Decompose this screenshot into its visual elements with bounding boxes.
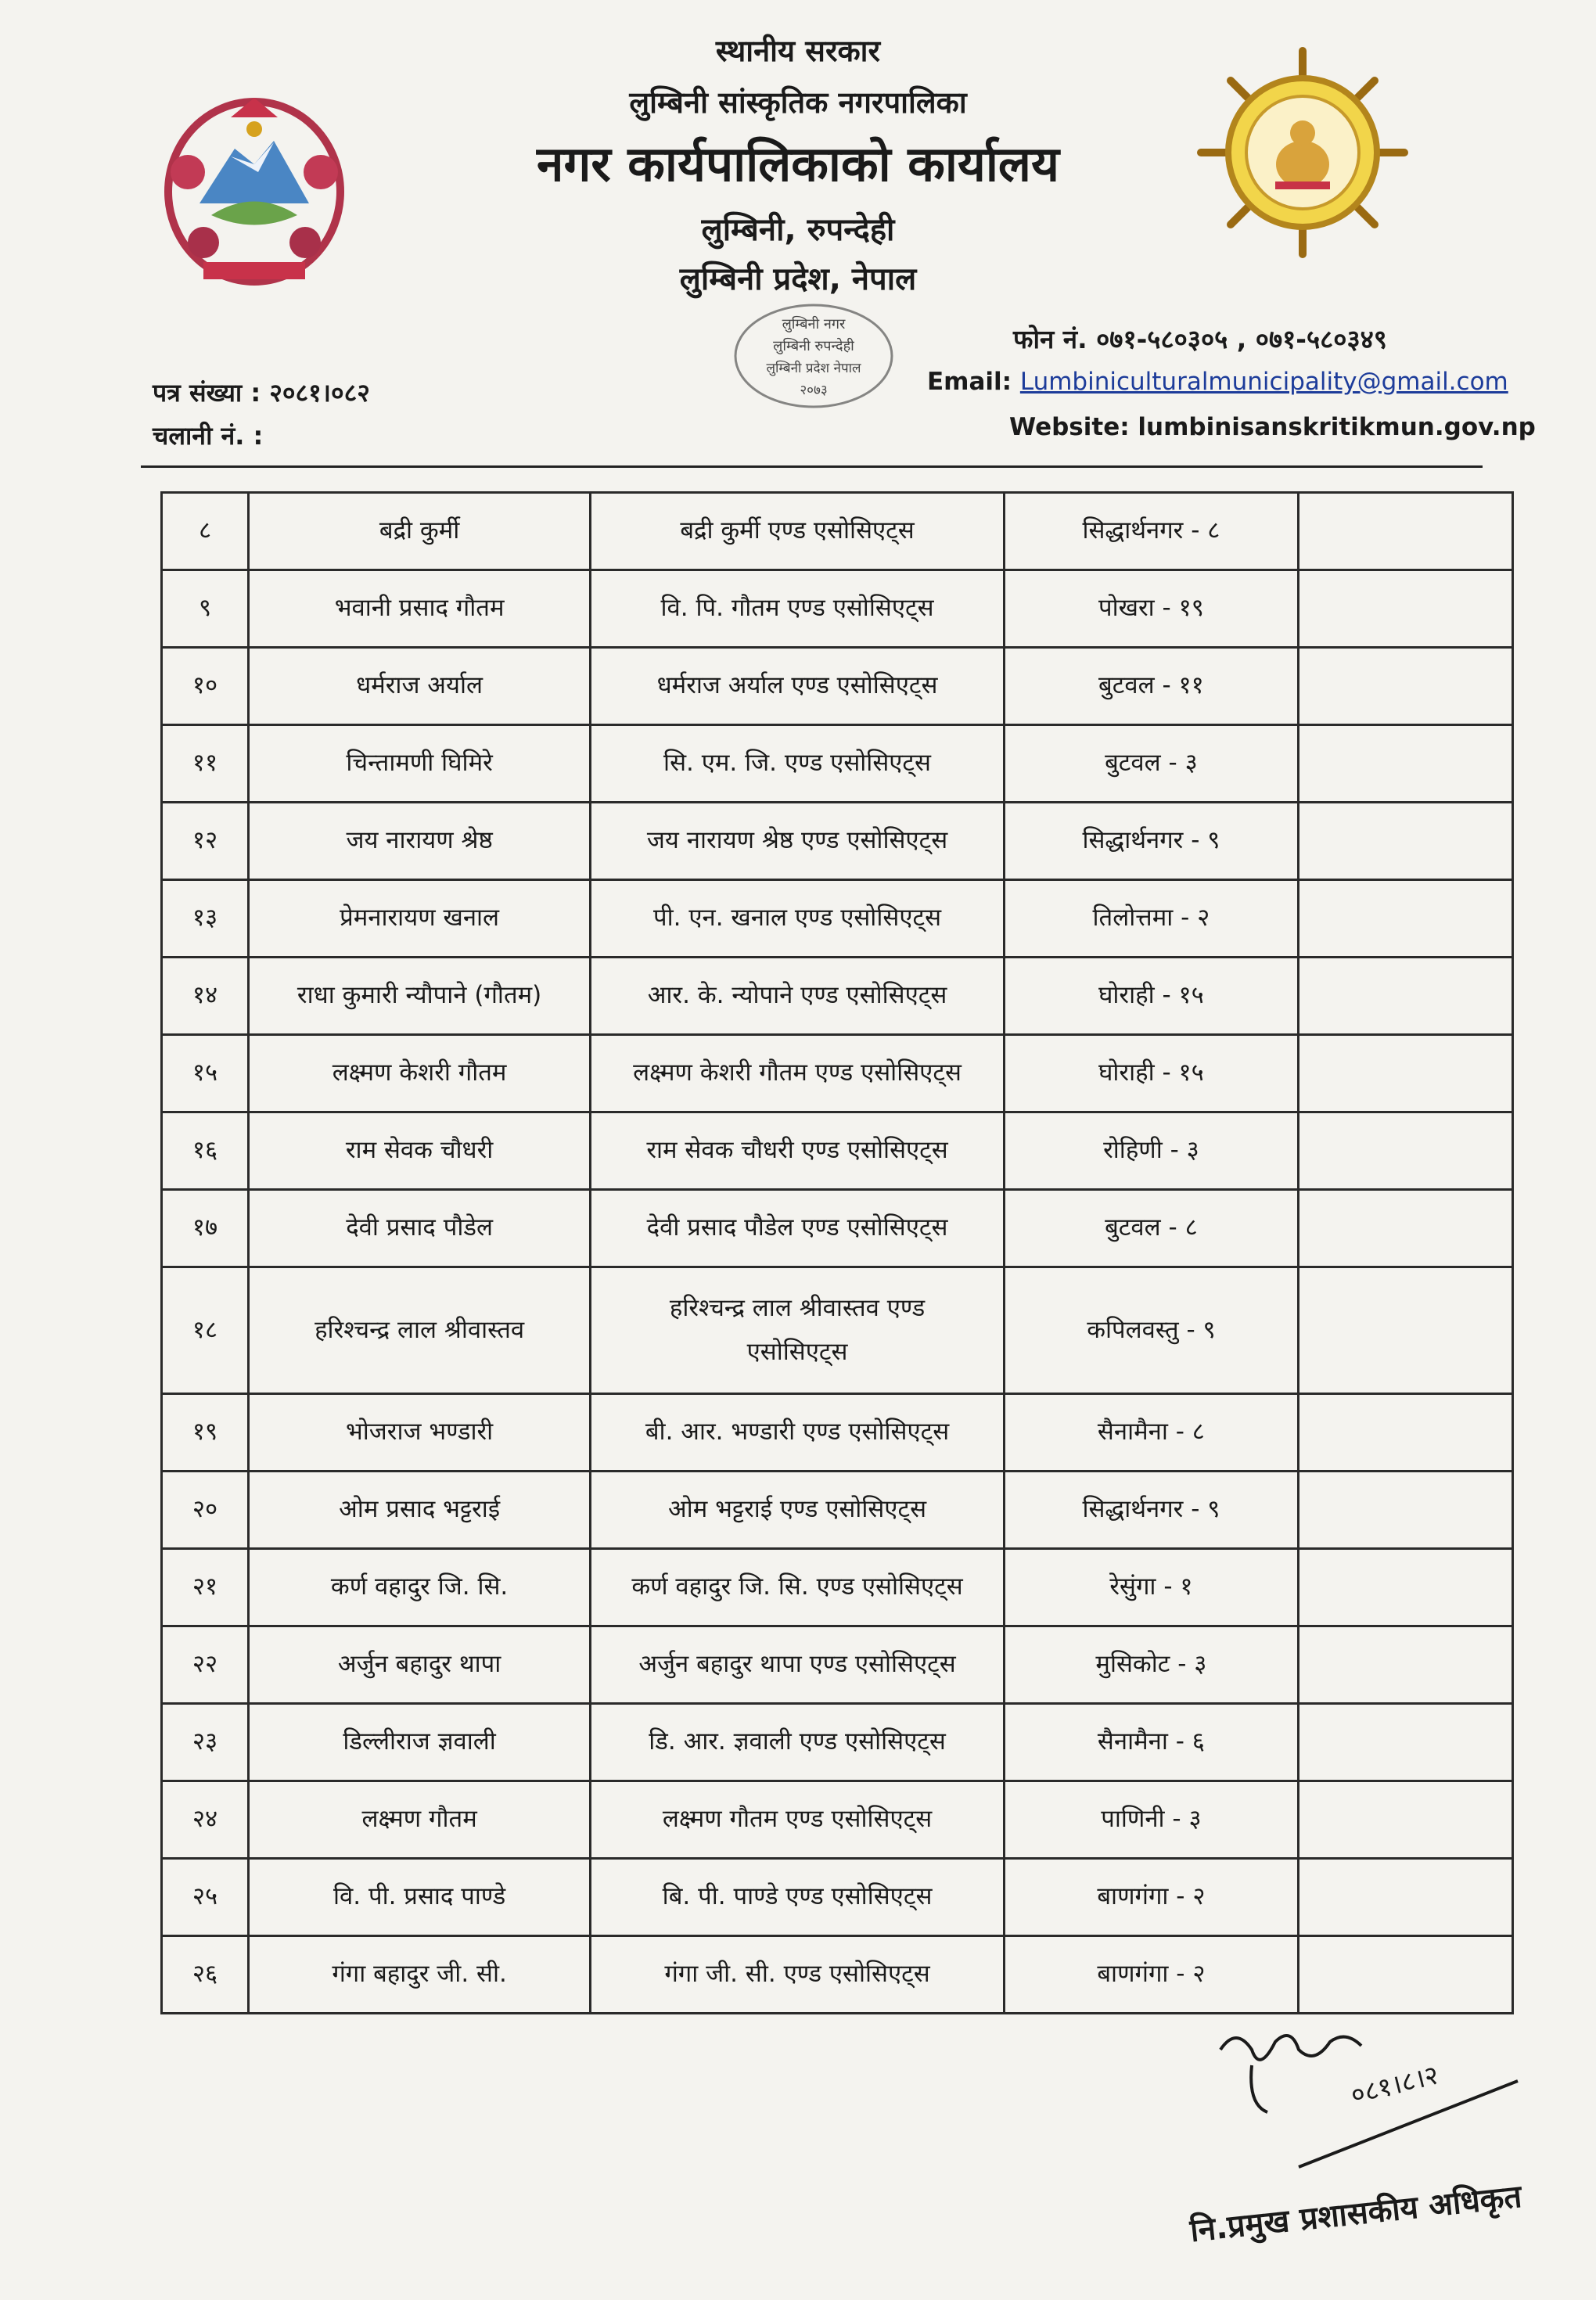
table-row xyxy=(162,1190,1513,1267)
person-name-cell: राम सेवक चौधरी xyxy=(249,1112,591,1190)
address-cell: सिद्धार्थनगर - ८ xyxy=(1004,493,1298,570)
person-name-cell: धर्मराज अर्याल xyxy=(249,648,591,725)
serial-number-cell: ११ xyxy=(162,725,249,803)
header-office: नगर कार्यपालिकाको कार्यालय xyxy=(537,135,1059,192)
remarks-cell xyxy=(1298,1781,1512,1859)
remarks-cell xyxy=(1298,880,1512,958)
table-row xyxy=(162,725,1513,803)
firm-name-cell: सि. एम. जि. एण्ड एसोसिएट्स xyxy=(591,725,1005,803)
serial-number-cell: ९ xyxy=(162,570,249,648)
address-cell: घोराही - १५ xyxy=(1004,958,1298,1035)
address-cell: रेसुंगा - १ xyxy=(1004,1549,1298,1626)
serial-number-cell: १४ xyxy=(162,958,249,1035)
serial-number-cell: २० xyxy=(162,1472,249,1549)
remarks-cell xyxy=(1298,803,1512,880)
phone-numbers: फोन नं. ०७१-५८०३०५ , ०७१-५८०३४९ xyxy=(1013,324,1387,354)
table-row xyxy=(162,1267,1513,1394)
firm-name-cell: पी. एन. खनाल एण्ड एसोसिएट्स xyxy=(591,880,1005,958)
person-name-cell: हरिश्चन्द्र लाल श्रीवास्तव xyxy=(249,1267,591,1394)
firm-name-cell: गंगा जी. सी. एण्ड एसोसिएट्स xyxy=(591,1936,1005,2014)
remarks-cell xyxy=(1298,1549,1512,1626)
table-row xyxy=(162,493,1513,570)
address-cell: बाणगंगा - २ xyxy=(1004,1936,1298,2014)
table-row xyxy=(162,1936,1513,2014)
remarks-cell xyxy=(1298,1035,1512,1112)
firm-name-cell: डि. आर. ज्ञवाली एण्ड एसोसिएट्स xyxy=(591,1704,1005,1781)
signatory-designation: नि.प्रमुख प्रशासकीय अधिकृत xyxy=(1188,2178,1524,2250)
firm-name-cell: वि. पि. गौतम एण्ड एसोसिएट्स xyxy=(591,570,1005,648)
letterhead-heading xyxy=(438,23,1158,299)
letterhead xyxy=(0,0,1596,469)
person-name-cell: लक्ष्मण केशरी गौतम xyxy=(249,1035,591,1112)
remarks-cell xyxy=(1298,493,1512,570)
handwritten-signature-icon xyxy=(1205,2018,1533,2175)
email-label: Email: xyxy=(927,368,1012,396)
firm-name-cell: बी. आर. भण्डारी एण्ड एसोसिएट्स xyxy=(591,1394,1005,1472)
header-district: लुम्बिनी, रुपन्देही xyxy=(701,212,895,248)
address-cell: कपिलवस्तु - ९ xyxy=(1004,1267,1298,1394)
serial-number-cell: १२ xyxy=(162,803,249,880)
person-name-cell: राधा कुमारी न्यौपाने (गौतम) xyxy=(249,958,591,1035)
table-row xyxy=(162,958,1513,1035)
remarks-cell xyxy=(1298,1936,1512,2014)
firm-name-cell: राम सेवक चौधरी एण्ड एसोसिएट्स xyxy=(591,1112,1005,1190)
header-local-government: स्थानीय सरकार xyxy=(715,34,881,68)
firm-name-cell: जय नारायण श्रेष्ठ एण्ड एसोसिएट्स xyxy=(591,803,1005,880)
serial-number-cell: २५ xyxy=(162,1859,249,1936)
remarks-cell xyxy=(1298,1190,1512,1267)
nepal-emblem-icon xyxy=(156,86,352,289)
stamp-line-3: लुम्बिनी प्रदेश नेपाल xyxy=(766,361,861,376)
consultants-table xyxy=(160,491,1514,2014)
address-cell: पोखरा - १९ xyxy=(1004,570,1298,648)
firm-name-cell: लक्ष्मण गौतम एण्ड एसोसिएट्स xyxy=(591,1781,1005,1859)
serial-number-cell: २३ xyxy=(162,1704,249,1781)
table-row xyxy=(162,803,1513,880)
firm-name-cell xyxy=(591,1267,1005,1394)
remarks-cell xyxy=(1298,725,1512,803)
serial-number-cell: ८ xyxy=(162,493,249,570)
firm-name-cell: बद्री कुर्मी एण्ड एसोसिएट्स xyxy=(591,493,1005,570)
person-name-cell: लक्ष्मण गौतम xyxy=(249,1781,591,1859)
person-name-cell: देवी प्रसाद पौडेल xyxy=(249,1190,591,1267)
address-cell: घोराही - १५ xyxy=(1004,1035,1298,1112)
firm-name-cell: ओम भट्टराई एण्ड एसोसिएट्स xyxy=(591,1472,1005,1549)
address-cell: रोहिणी - ३ xyxy=(1004,1112,1298,1190)
table-body xyxy=(162,493,1513,2014)
address-cell: सैनामैना - ६ xyxy=(1004,1704,1298,1781)
person-name-cell: ओम प्रसाद भट्टराई xyxy=(249,1472,591,1549)
table-row xyxy=(162,1472,1513,1549)
signature-date: ०८१।८।२ xyxy=(1347,2059,1442,2111)
table-row xyxy=(162,1035,1513,1112)
remarks-cell xyxy=(1298,1626,1512,1704)
table-row xyxy=(162,1781,1513,1859)
municipality-logo-icon xyxy=(1197,47,1408,258)
serial-number-cell: १७ xyxy=(162,1190,249,1267)
address-cell: मुसिकोट - ३ xyxy=(1004,1626,1298,1704)
table-row xyxy=(162,1112,1513,1190)
serial-number-cell: २६ xyxy=(162,1936,249,2014)
remarks-cell xyxy=(1298,1472,1512,1549)
serial-number-cell: १८ xyxy=(162,1267,249,1394)
remarks-cell xyxy=(1298,1394,1512,1472)
person-name-cell: जय नारायण श्रेष्ठ xyxy=(249,803,591,880)
table-row xyxy=(162,1394,1513,1472)
serial-number-cell: १३ xyxy=(162,880,249,958)
remarks-cell xyxy=(1298,1112,1512,1190)
firm-name-cell: बि. पी. पाण्डे एण्ड एसोसिएट्स xyxy=(591,1859,1005,1936)
remarks-cell xyxy=(1298,1859,1512,1936)
remarks-cell xyxy=(1298,1704,1512,1781)
address-cell: सैनामैना - ८ xyxy=(1004,1394,1298,1472)
table-row xyxy=(162,1704,1513,1781)
letter-number: पत्र संख्या : २०८१।०८२ xyxy=(153,378,370,408)
dispatch-number: चलानी नं. : xyxy=(153,421,264,451)
website-line[interactable]: Website: lumbinisanskritikmun.gov.np xyxy=(1009,413,1536,441)
firm-name-cell: आर. के. न्योपाने एण्ड एसोसिएट्स xyxy=(591,958,1005,1035)
table-row xyxy=(162,1626,1513,1704)
firm-name-line-2: एसोसिएट्स xyxy=(746,1337,848,1366)
address-cell: बाणगंगा - २ xyxy=(1004,1859,1298,1936)
person-name-cell: गंगा बहादुर जी. सी. xyxy=(249,1936,591,2014)
person-name-cell: भवानी प्रसाद गौतम xyxy=(249,570,591,648)
stamp-line-2: लुम्बिनी रुपन्देही xyxy=(773,338,854,354)
serial-number-cell: १५ xyxy=(162,1035,249,1112)
office-stamp-icon xyxy=(728,297,900,415)
serial-number-cell: २४ xyxy=(162,1781,249,1859)
address-cell: तिलोत्तमा - २ xyxy=(1004,880,1298,958)
serial-number-cell: २२ xyxy=(162,1626,249,1704)
firm-name-line-1: हरिश्चन्द्र लाल श्रीवास्तव एण्ड xyxy=(669,1293,926,1322)
person-name-cell: अर्जुन बहादुर थापा xyxy=(249,1626,591,1704)
table-row xyxy=(162,648,1513,725)
remarks-cell xyxy=(1298,958,1512,1035)
address-cell: पाणिनी - ३ xyxy=(1004,1781,1298,1859)
address-cell: सिद्धार्थनगर - ९ xyxy=(1004,1472,1298,1549)
address-cell: बुटवल - ३ xyxy=(1004,725,1298,803)
firm-name-cell: देवी प्रसाद पौडेल एण्ड एसोसिएट्स xyxy=(591,1190,1005,1267)
table-row xyxy=(162,1549,1513,1626)
header-divider xyxy=(141,465,1483,468)
serial-number-cell: १६ xyxy=(162,1112,249,1190)
header-municipality: लुम्बिनी सांस्कृतिक नगरपालिका xyxy=(629,85,967,120)
stamp-line-4: २०७३ xyxy=(800,383,828,398)
person-name-cell: डिल्लीराज ज्ञवाली xyxy=(249,1704,591,1781)
address-cell: बुटवल - ११ xyxy=(1004,648,1298,725)
serial-number-cell: १० xyxy=(162,648,249,725)
person-name-cell: वि. पी. प्रसाद पाण्डे xyxy=(249,1859,591,1936)
remarks-cell xyxy=(1298,570,1512,648)
table-row xyxy=(162,1859,1513,1936)
stamp-line-1: लुम्बिनी नगर xyxy=(782,316,846,332)
person-name-cell: भोजराज भण्डारी xyxy=(249,1394,591,1472)
email-line xyxy=(927,368,1508,396)
address-cell: सिद्धार्थनगर - ९ xyxy=(1004,803,1298,880)
address-cell: बुटवल - ८ xyxy=(1004,1190,1298,1267)
person-name-cell: कर्ण वहादुर जि. सि. xyxy=(249,1549,591,1626)
person-name-cell: प्रेमनारायण खनाल xyxy=(249,880,591,958)
serial-number-cell: २१ xyxy=(162,1549,249,1626)
firm-name-cell: अर्जुन बहादुर थापा एण्ड एसोसिएट्स xyxy=(591,1626,1005,1704)
person-name-cell: चिन्तामणी घिमिरे xyxy=(249,725,591,803)
serial-number-cell: १९ xyxy=(162,1394,249,1472)
email-link[interactable]: Lumbiniculturalmunicipality@gmail.com xyxy=(1019,368,1508,396)
firm-name-cell: लक्ष्मण केशरी गौतम एण्ड एसोसिएट्स xyxy=(591,1035,1005,1112)
remarks-cell xyxy=(1298,1267,1512,1394)
remarks-cell xyxy=(1298,648,1512,725)
person-name-cell: बद्री कुर्मी xyxy=(249,493,591,570)
firm-name-cell: धर्मराज अर्याल एण्ड एसोसिएट्स xyxy=(591,648,1005,725)
header-province: लुम्बिनी प्रदेश, नेपाल xyxy=(679,261,917,297)
table-row xyxy=(162,880,1513,958)
table-row xyxy=(162,570,1513,648)
firm-name-cell: कर्ण वहादुर जि. सि. एण्ड एसोसिएट्स xyxy=(591,1549,1005,1626)
